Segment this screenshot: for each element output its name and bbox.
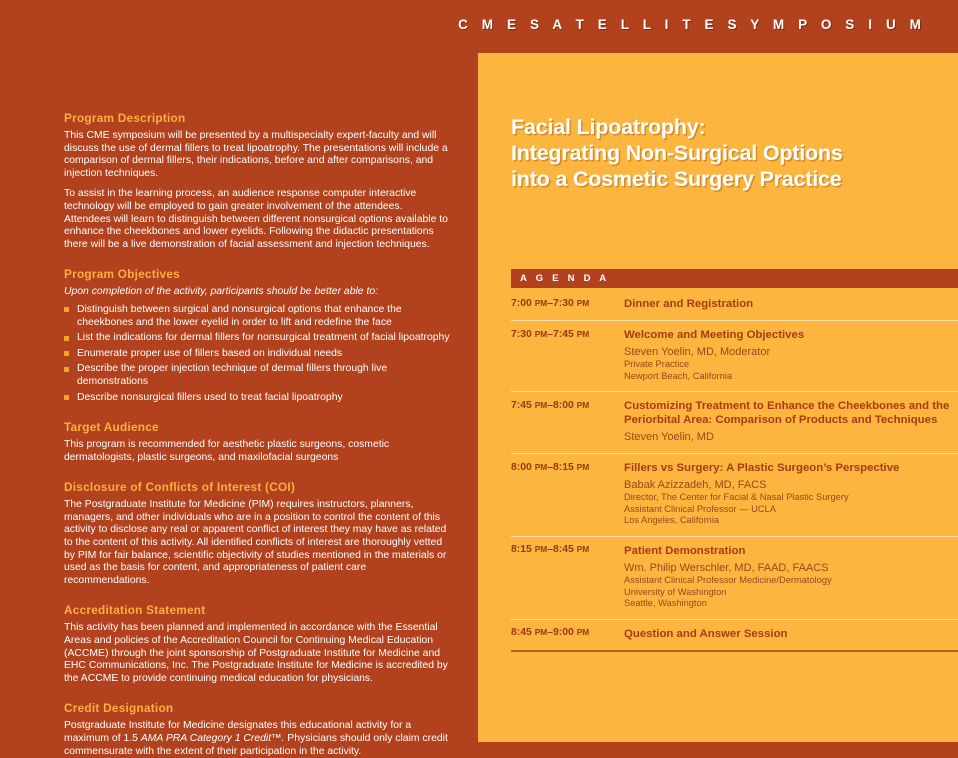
agenda-time <box>511 399 624 411</box>
agenda-details <box>624 627 958 641</box>
time-end: –8:45 <box>547 544 574 556</box>
session-speaker: Steven Yoelin, MD <box>624 431 714 444</box>
heading-program-objectives: Program Objectives <box>64 267 180 282</box>
objective-text: Distinguish between surgical and nonsurgical options that enhance the cheekbones and the lower eyelid in order to lift and redefine the face <box>77 303 402 328</box>
session-title: Patient Demonstration <box>624 544 746 557</box>
time-meridiem: PM <box>534 328 548 339</box>
page-title <box>511 114 941 192</box>
list-item <box>64 363 450 388</box>
credit-text-after: Physicians should only claim credit commensurate with the extent of their participation in the activity. <box>64 733 448 757</box>
agenda-details <box>624 461 958 527</box>
agenda-label: A G E N D A <box>520 273 610 284</box>
right-agenda-panel <box>478 53 958 742</box>
time-meridiem: PM <box>576 461 590 472</box>
accreditation-paragraph: This activity has been planned and implemented in accordance with the Essential Areas and policies of the Accreditation Council for Continuing Medical Education (ACCME) through the joint sponsorship of Postgraduate Institute for Medicine and EHC Communications, Inc. The Postgraduate Institute for Medicine is accredited by the ACCME to provide continuing medical education for physicians. <box>64 622 448 684</box>
bullet-square-icon <box>64 336 69 341</box>
session-title: Customizing Treatment to Enhance the Cheekbones and the Periorbital Area: Comparison of Products and Techniques <box>624 400 950 427</box>
page-title-line-2: Integrating Non-Surgical Options <box>511 141 843 165</box>
table-row <box>511 620 958 652</box>
table-row <box>511 321 958 392</box>
time-meridiem: PM <box>534 297 548 308</box>
bullet-square-icon <box>64 351 69 356</box>
agenda-details <box>624 328 958 382</box>
session-affiliation: Newport Beach, California <box>624 370 732 381</box>
bullet-square-icon <box>64 367 69 372</box>
agenda-details <box>624 297 958 311</box>
top-banner <box>0 0 958 53</box>
table-row <box>511 454 958 537</box>
credit-designation-paragraph <box>64 720 450 758</box>
session-affiliation: Director, The Center for Facial & Nasal Plastic Surgery <box>624 492 849 503</box>
objective-text: Describe the proper injection technique of dermal fillers through live demonstrations <box>77 363 388 387</box>
heading-disclosure-coi: Disclosure of Conflicts of Interest (COI) <box>64 480 296 495</box>
list-item <box>64 332 450 345</box>
objectives-list <box>64 304 450 404</box>
page-title-line-3: into a Cosmetic Surgery Practice <box>511 167 842 191</box>
session-affiliation: Private Practice <box>624 359 690 369</box>
heading-program-description: Program Description <box>64 111 186 125</box>
bullet-square-icon <box>64 395 69 400</box>
objective-text: Describe nonsurgical fillers used to treat facial lipoatrophy <box>77 391 343 403</box>
heading-target-audience: Target Audience <box>64 420 159 435</box>
session-affiliation: Seattle, Washington <box>624 598 707 609</box>
page-title-line-1: Facial Lipoatrophy: <box>511 115 706 139</box>
time-start: 7:00 <box>511 297 532 309</box>
program-description-paragraph: To assist in the learning process, an audience response computer interactive technology will be employed to gain greater involvement of the attendees. Attendees will learn to distinguish between different nonsurgical options available to enhance the cheekbones and lower eyelids. Following the didactic presentations there will be a live demonstration of facial assessment and injection techniques. <box>64 188 448 250</box>
heading-accreditation-statement: Accreditation Statement <box>64 603 206 618</box>
time-meridiem: PM <box>576 627 590 638</box>
time-end: –8:00 <box>547 399 574 411</box>
agenda-time <box>511 297 624 309</box>
session-affiliation: Assistant Clinical Professor — UCLA <box>624 503 776 514</box>
table-row <box>511 293 958 321</box>
session-title: Question and Answer Session <box>624 627 788 640</box>
credit-text-italic: AMA PRA Category 1 Credit™. <box>140 733 285 744</box>
time-meridiem: PM <box>534 461 548 472</box>
time-meridiem: PM <box>576 297 590 308</box>
objectives-lead-in: Upon completion of the activity, participants should be better able to: <box>64 286 379 298</box>
agenda-details <box>624 399 958 444</box>
heading-credit-designation: Credit Designation <box>64 701 174 716</box>
time-start: 7:30 <box>511 328 532 340</box>
time-start: 8:15 <box>511 544 532 556</box>
agenda-time <box>511 461 624 473</box>
banner-title: C M E S A T E L L I T E S Y M P O S I U M <box>458 17 926 32</box>
time-meridiem: PM <box>576 399 590 410</box>
list-item <box>64 392 450 405</box>
session-title: Fillers vs Surgery: A Plastic Surgeon’s Perspective <box>624 462 900 475</box>
time-end: –7:45 <box>547 328 574 340</box>
agenda-details <box>624 544 958 610</box>
coi-paragraph: The Postgraduate Institute for Medicine (PIM) requires instructors, planners, managers, and other individuals who are in a position to control the content of this activity to disclose any real or apparent conflict of interest they may have as related to the content of this activity. All identified conflicts of interest are thoroughly vetted by PIM for fair balance, scientific objectivity of studies mentioned in the materials or used as the basis for content, and appropriateness of patient care recommendations. <box>64 499 447 586</box>
credit-text-before: Postgraduate Institute for Medicine designates this educational activity for a maximum of 1.5 <box>64 720 412 744</box>
time-end: –9:00 <box>547 627 574 639</box>
session-affiliation: Assistant Clinical Professor Medicine/Dermatology <box>624 574 832 585</box>
time-meridiem: PM <box>576 544 590 555</box>
bullet-square-icon <box>64 307 69 312</box>
agenda-time <box>511 627 624 639</box>
time-start: 8:45 <box>511 627 532 639</box>
session-speaker: Babak Azizzadeh, MD, FACS <box>624 479 767 492</box>
session-title: Dinner and Registration <box>624 298 754 310</box>
time-start: 8:00 <box>511 461 532 473</box>
program-description-paragraph: This CME symposium will be presented by a multispecialty expert-faculty and will discuss the use of dermal fillers to treat lipoatrophy. The presentations will include a comparison of dermal fillers, their indications, before and after comparisons, and injection techniques. <box>64 130 448 179</box>
time-end: –7:30 <box>547 297 574 309</box>
session-speaker: Wm. Philip Werschler, MD, FAAD, FAACS <box>624 561 829 574</box>
agenda-time <box>511 544 624 556</box>
objective-text: List the indications for dermal fillers for nonsurgical treatment of facial lipoatrophy <box>77 332 450 344</box>
left-information-column <box>0 53 478 757</box>
list-item <box>64 304 450 329</box>
list-item <box>64 348 450 361</box>
agenda-section-bar <box>511 269 958 288</box>
table-row <box>511 392 958 454</box>
session-affiliation: University of Washington <box>624 586 727 597</box>
target-audience-paragraph: This program is recommended for aesthetic plastic surgeons, cosmetic dermatologists, plastic surgeons, and maxilofacial surgeons <box>64 439 390 463</box>
agenda-list <box>511 293 958 652</box>
time-end: –8:15 <box>547 461 574 473</box>
table-row <box>511 537 958 620</box>
session-speaker: Steven Yoelin, MD, Moderator <box>624 346 771 358</box>
objective-text: Enumerate proper use of fillers based on individual needs <box>77 347 343 359</box>
session-affiliation: Los Angeles, California <box>624 515 720 526</box>
time-meridiem: PM <box>534 544 548 555</box>
time-meridiem: PM <box>534 627 548 638</box>
time-start: 7:45 <box>511 399 532 411</box>
agenda-time <box>511 328 624 340</box>
session-title: Welcome and Meeting Objectives <box>624 329 805 341</box>
time-meridiem: PM <box>576 328 590 339</box>
time-meridiem: PM <box>534 399 548 410</box>
